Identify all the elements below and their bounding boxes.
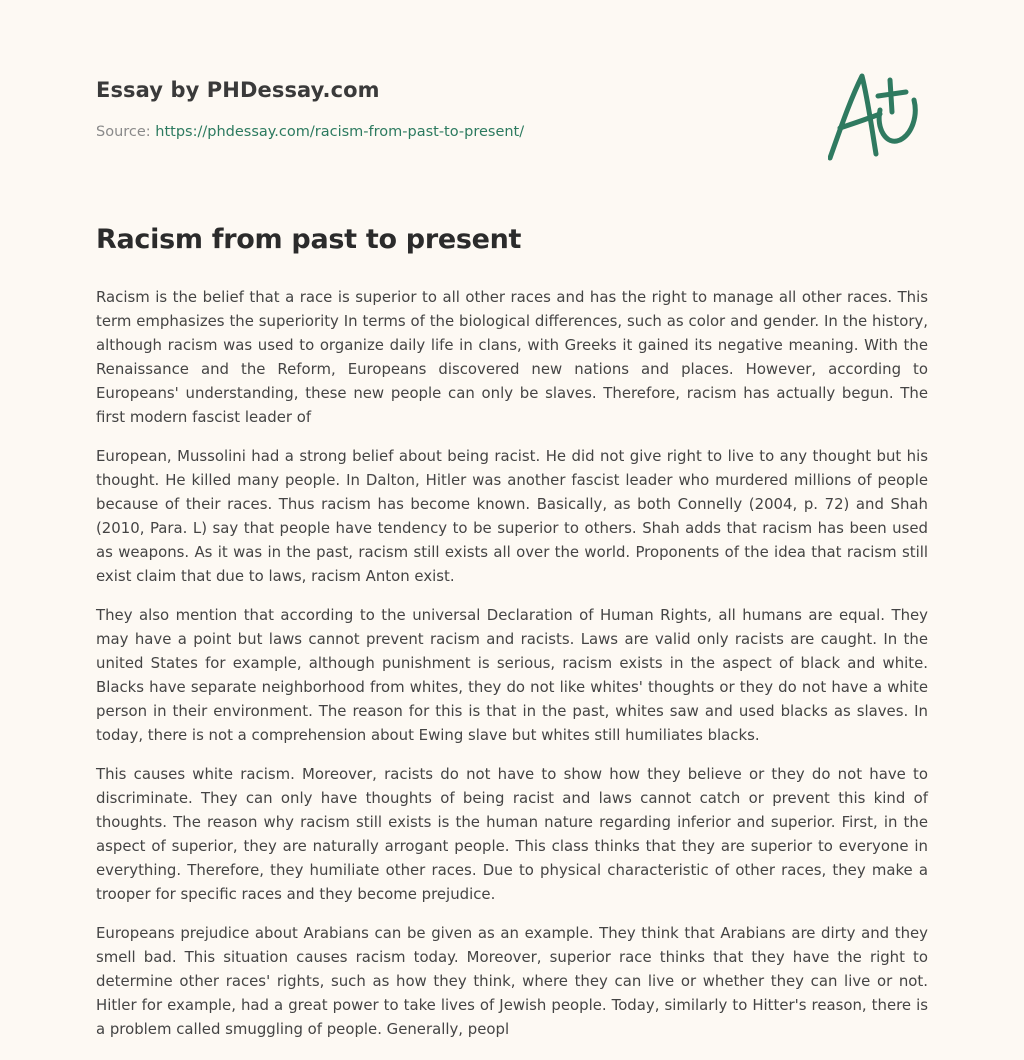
- source-link[interactable]: https://phdessay.com/racism-from-past-to-present/: [155, 124, 525, 140]
- a-plus-logo-icon: [828, 70, 928, 170]
- essay-paragraph: This causes white racism. Moreover, racists do not have to show how they believe or they do not have to discriminate. They can only have thoughts of being racist and laws cannot catch or prevent this kind of thoughts. The reason why racism still exists is the human nature regarding inferior and superior. First, in the aspect of superior, they are naturally arrogant people. This class thinks that they are superior to everyone in everything. Therefore, they humiliate other races. Due to physical characteristic of other races, they make a trooper for specific races and they become prejudice.: [96, 765, 928, 903]
- essay-body: [96, 285, 928, 1056]
- page-header: [96, 70, 928, 180]
- essay-paragraph: They also mention that according to the universal Declaration of Human Rights, all humans are equal. They may have a point but laws cannot prevent racism and racists. Laws are valid only racists are caught. In the united States for example, although punishment is serious, racism exists in the aspect of black and white. Blacks have separate neighborhood from whites, they do not like whites' thoughts or they do not have a white person in their environment. The reason for this is that in the past, whites saw and used blacks as slaves. In today, there is not a comprehension about Ewing slave but whites still humiliates blacks.: [96, 606, 928, 744]
- essay-paragraph: European, Mussolini had a strong belief about being racist. He did not give right to live to any thought but his thought. He killed many people. In Dalton, Hitler was another fascist leader who murdered millions of people because of their races. Thus racism has become known. Basically, as both Connelly (2004, p. 72) and Shah (2010, Para. L) say that people have tendency to be superior to others. Shah adds that racism has been used as weapons. As it was in the past, racism still exists all over the world. Proponents of the idea that racism still exist claim that due to laws, racism Anton exist.: [96, 447, 928, 585]
- essay-paragraph: Europeans prejudice about Arabians can be given as an example. They think that Arabians are dirty and they smell bad. This situation causes racism today. Moreover, superior race thinks that they have the right to determine other races' rights, such as how they think, where they can live or whether they can live or not. Hitler for example, had a great power to take lives of Jewish people. Today, similarly to Hitter's reason, there is a problem called smuggling of people. Generally, peopl: [96, 924, 928, 1038]
- essay-title: Racism from past to present: [96, 224, 522, 255]
- source-line: [96, 124, 928, 140]
- source-label: Source:: [96, 124, 151, 140]
- essay-paragraph: Racism is the belief that a race is superior to all other races and has the right to manage all other races. This term emphasizes the superiority In terms of the biological differences, such as color and gender. In the history, although racism was used to organize daily life in clans, with Greeks it gained its negative meaning. With the Renaissance and the Reform, Europeans discovered new nations and places. However, according to Europeans' understanding, these new people can only be slaves. Therefore, racism has actually begun. The first modern fascist leader of: [96, 288, 928, 426]
- site-brand: Essay by PHDessay.com: [96, 78, 380, 102]
